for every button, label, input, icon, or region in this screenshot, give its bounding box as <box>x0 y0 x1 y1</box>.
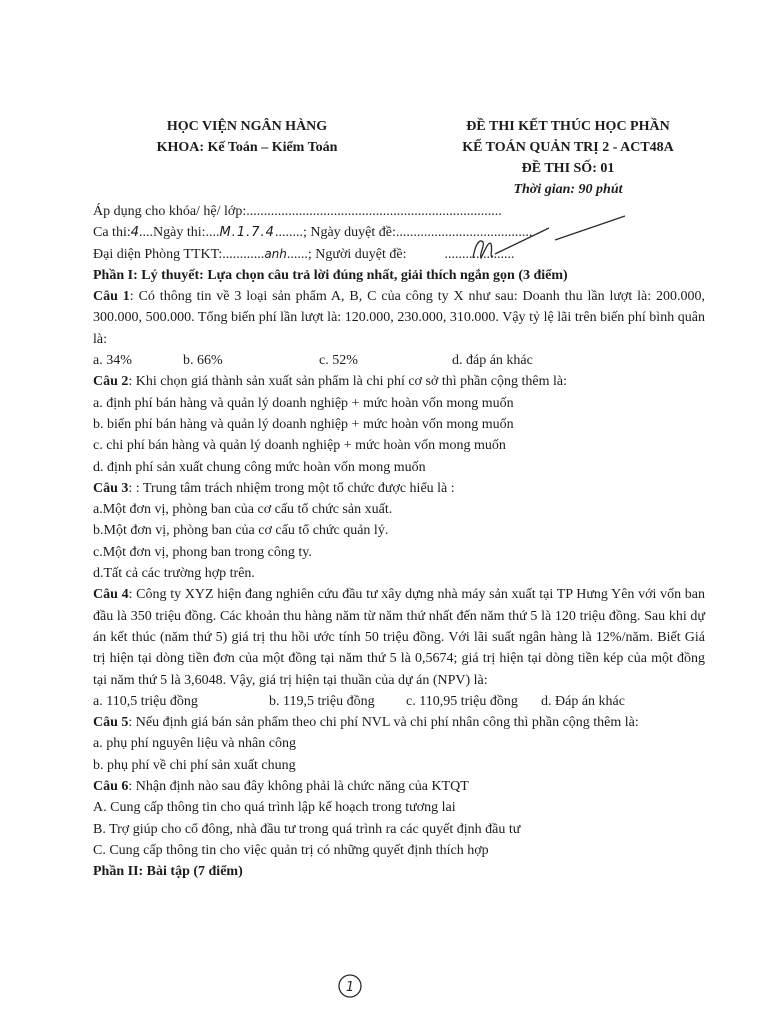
option-d: d. đáp án khác <box>452 353 533 369</box>
question-4: Câu 4: Công ty XYZ hiện đang nghiên cứu đầu tư xây dựng nhà máy sản xuất tại TP Hưng Yên với vốn ban đầu là 350 triệu đồng. Các khoản thu hàng năm từ năm thứ nhất đến năm thứ 5 là 120 triệu đồng. Sau khi dự án kết thúc (năm thứ 5) giá trị thu hồi ước tính 50 triệu đồng. Với lãi suất ngân hàng là 12%/năm. Biết Giá trị hiện tại dòng tiền đơn của một đồng tại năm thứ 5 là 0,5674; giá trị hiện tại dòng tiền kép của một đồng tại năm thứ 5 là 3,6048. Vậy, giá trị hiện tại thuần của dự án (NPV) là: <box>93 587 705 688</box>
option-d: d.Tất cả các trường hợp trên. <box>93 566 255 582</box>
option-b: B. Trợ giúp cho cổ đông, nhà đầu tư trong quá trình ra các quyết định đầu tư <box>93 821 521 837</box>
exam-header <box>440 116 696 200</box>
option-c: c. chi phí bán hàng và quản lý doanh nghiệp + mức hoàn vốn mong muốn <box>93 438 506 454</box>
handwritten-exam-date: M.1.7.4 <box>219 225 275 241</box>
option-a: a.Một đơn vị, phòng ban của cơ cấu tổ chức sản xuất. <box>93 502 393 518</box>
option-c: c. 52% <box>319 353 358 369</box>
exam-title: ĐỀ THI KẾT THÚC HỌC PHẦN <box>466 119 670 134</box>
option-b: b. 119,5 triệu đồng <box>269 693 375 709</box>
question-6-label: Câu 6 <box>93 779 129 795</box>
part1-title: Phần I: Lý thuyết: Lựa chọn câu trả lời đúng nhất, giải thích ngắn gọn (3 điểm) <box>93 267 568 283</box>
option-b: b. 66% <box>183 353 223 369</box>
handwritten-shift: 4 <box>130 225 140 241</box>
representative-line: Đại diện Phòng TTKT:............anh......; Người duyệt đề: .................... <box>93 244 705 265</box>
question-4-label: Câu 4 <box>93 587 129 603</box>
handwritten-representative: anh <box>264 246 287 261</box>
option-c: c.Một đơn vị, phong ban trong công ty. <box>93 544 312 560</box>
course-name: KẾ TOÁN QUẢN TRỊ 2 - ACT48A <box>462 140 674 155</box>
svg-text:1: 1 <box>345 980 355 995</box>
approver-signature <box>465 228 555 268</box>
question-1: Câu 1: Có thông tin về 3 loại sản phẩm A, B, C của công ty X như sau: Doanh thu lần lượt là: 200.000, 300.000, 500.000. Tổng biến phí lần lượt là: 120.000, 230.000, 310.000. Vậy tỷ lệ lãi trên biến phí bình quân là: <box>93 289 705 347</box>
option-d: d. Đáp án khác <box>541 693 625 709</box>
question-4-options <box>93 691 705 712</box>
shift-line: Ca thi:4....Ngày thi:....M.1.7.4........; Ngày duyệt đề:....................................... <box>93 222 705 243</box>
option-b: b.Một đơn vị, phòng ban của cơ cấu tổ chức quản lý. <box>93 523 389 539</box>
option-b: b. biến phí bán hàng và quản lý doanh nghiệp + mức hoàn vốn mong muốn <box>93 416 514 432</box>
question-1-options <box>93 350 705 371</box>
question-3: Câu 3: : Trung tâm trách nhiệm trong một tổ chức được hiểu là : <box>93 480 455 496</box>
option-c: c. 110,95 triệu đồng <box>406 693 518 709</box>
option-a: a. 34% <box>93 353 132 369</box>
option-a: a. phụ phí nguyên liệu và nhân công <box>93 736 296 752</box>
question-3-label: Câu 3 <box>93 480 129 496</box>
option-c: C. Cung cấp thông tin cho việc quản trị có những quyết định thích hợp <box>93 842 489 858</box>
question-1-label: Câu 1 <box>93 289 130 305</box>
part2-title: Phần II: Bài tập (7 điểm) <box>93 864 243 880</box>
option-b: b. phụ phí về chi phí sản xuất chung <box>93 757 296 773</box>
option-d: d. định phí sản xuất chung công mức hoàn vốn mong muốn <box>93 459 426 475</box>
option-a: a. định phí bán hàng và quản lý doanh nghiệp + mức hoàn vốn mong muốn <box>93 395 514 411</box>
question-2: Câu 2: Khi chọn giá thành sản xuất sản phẩm là chi phí cơ sở thì phần cộng thêm là: <box>93 374 568 390</box>
signature-stroke <box>553 214 633 244</box>
question-2-label: Câu 2 <box>93 374 129 390</box>
institution-header <box>142 116 352 158</box>
option-a: a. 110,5 triệu đồng <box>93 693 198 709</box>
question-5-label: Câu 5 <box>93 715 129 731</box>
apply-line: Áp dụng cho khóa/ hệ/ lớp:......................................................................... <box>93 204 502 219</box>
question-6: Câu 6: Nhận định nào sau đây không phải là chức năng của KTQT <box>93 779 469 795</box>
option-a: A. Cung cấp thông tin cho quá trình lập kế hoạch trong tương lai <box>93 800 456 816</box>
exam-number: ĐỀ THI SỐ: 01 <box>521 161 615 176</box>
institution-name: HỌC VIỆN NGÂN HÀNG <box>166 119 328 134</box>
question-5: Câu 5: Nếu định giá bán sản phẩm theo chi phí NVL và chi phí nhân công thì phần cộng thêm là: <box>93 715 639 731</box>
exam-duration: Thời gian: 90 phút <box>513 182 623 197</box>
faculty-name: KHOA: Kế Toán – Kiểm Toán <box>156 140 338 155</box>
exam-body <box>93 201 705 883</box>
page-number-circled <box>336 972 364 1000</box>
